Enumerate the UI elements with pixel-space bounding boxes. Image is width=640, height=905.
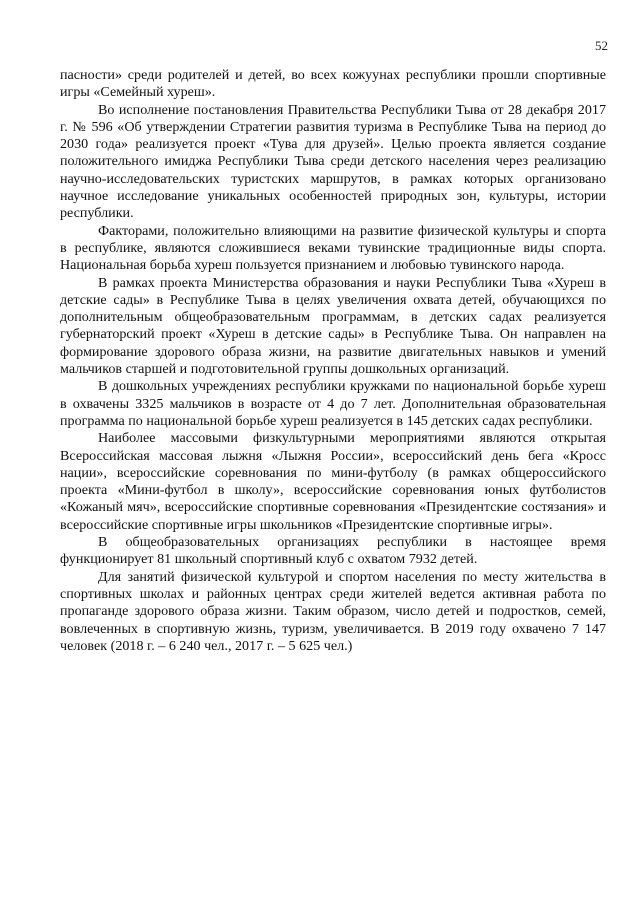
- paragraph-community-sport: Для занятий физической культурой и спортом населения по месту жительства в спортивных школах и районных центрах среди жителей ведется активная работа по пропаганде здорового образа жизни. Таким образом, число детей и подростков, семей, вовлеченных в спортивную жизнь, туризм, увеличивается. В 2019 году охвачено 7 147 человек (2018 г. – 6 240 чел., 2017 г. – 5 625 чел.): [60, 568, 606, 654]
- paragraph-continuation: пасности» среди родителей и детей, во всех кожуунах республики прошли спортивные игры «Семейный хуреш».: [60, 67, 606, 101]
- paragraph-tourism-project: Во исполнение постановления Правительства Республики Тыва от 28 декабря 2017 г. № 596 «Об утверждении Стратегии развития туризма в Республике Тыва на период до 2030 года» реализуется проект «Тува для друзей». Целью проекта является создание положительного имиджа Республики Тыва среди детского населения через реализацию научно-исследовательских туристских маршрутов, в рамках которых организовано научное исследование уникальных особенностей природных зон, культуры, истории республики.: [60, 101, 606, 222]
- paragraph-school-sport-clubs: В общеобразовательных организациях республики в настоящее время функционирует 81 школьный спортивный клуб с охватом 7932 детей.: [60, 534, 606, 568]
- paragraph-mass-events: Наиболее массовыми физкультурными мероприятиями являются открытая Всероссийская массовая лыжня «Лыжня России», всероссийский день бега «Кросс нации», всероссийские соревнования по мини-футболу (в рамках общероссийского проекта «Мини-футбол в школу», всероссийские соревнования юных футболистов «Кожаный мяч», всероссийские спортивные соревнования «Президентские состязания» и всероссийские спортивные игры школьников «Президентские спортивные игры».: [60, 430, 606, 533]
- paragraph-khuresh-kindergarten: В рамках проекта Министерства образования и науки Республики Тыва «Хуреш в детские сады» в Республике Тыва в целях увеличения охвата детей, обучающихся по дополнительным общеобразовательным программам, в детских садах реализуется губернаторский проект «Хуреш в детские сады» в Республике Тыва. Он направлен на формирование здорового образа жизни, на развитие двигательных навыков и умений мальчиков старшей и подготовительной группы дошкольных организаций.: [60, 274, 606, 378]
- paragraph-traditional-sports: Факторами, положительно влияющими на развитие физической культуры и спорта в республике, являются сложившиеся веками тувинские традиционные виды спорта. Национальная борьба хуреш пользуется признанием и любовью тувинского народа.: [60, 222, 606, 274]
- page-number: 52: [595, 38, 608, 53]
- paragraph-preschool-coverage: В дошкольных учреждениях республики кружками по национальной борьбе хуреш в охвачены 3325 мальчиков в возрасте от 4 до 7 лет. Дополнительная образовательная программа по национальной борьбе хуреш реализуется в 145 детских садах республики.: [60, 378, 606, 429]
- document-body: [60, 67, 606, 655]
